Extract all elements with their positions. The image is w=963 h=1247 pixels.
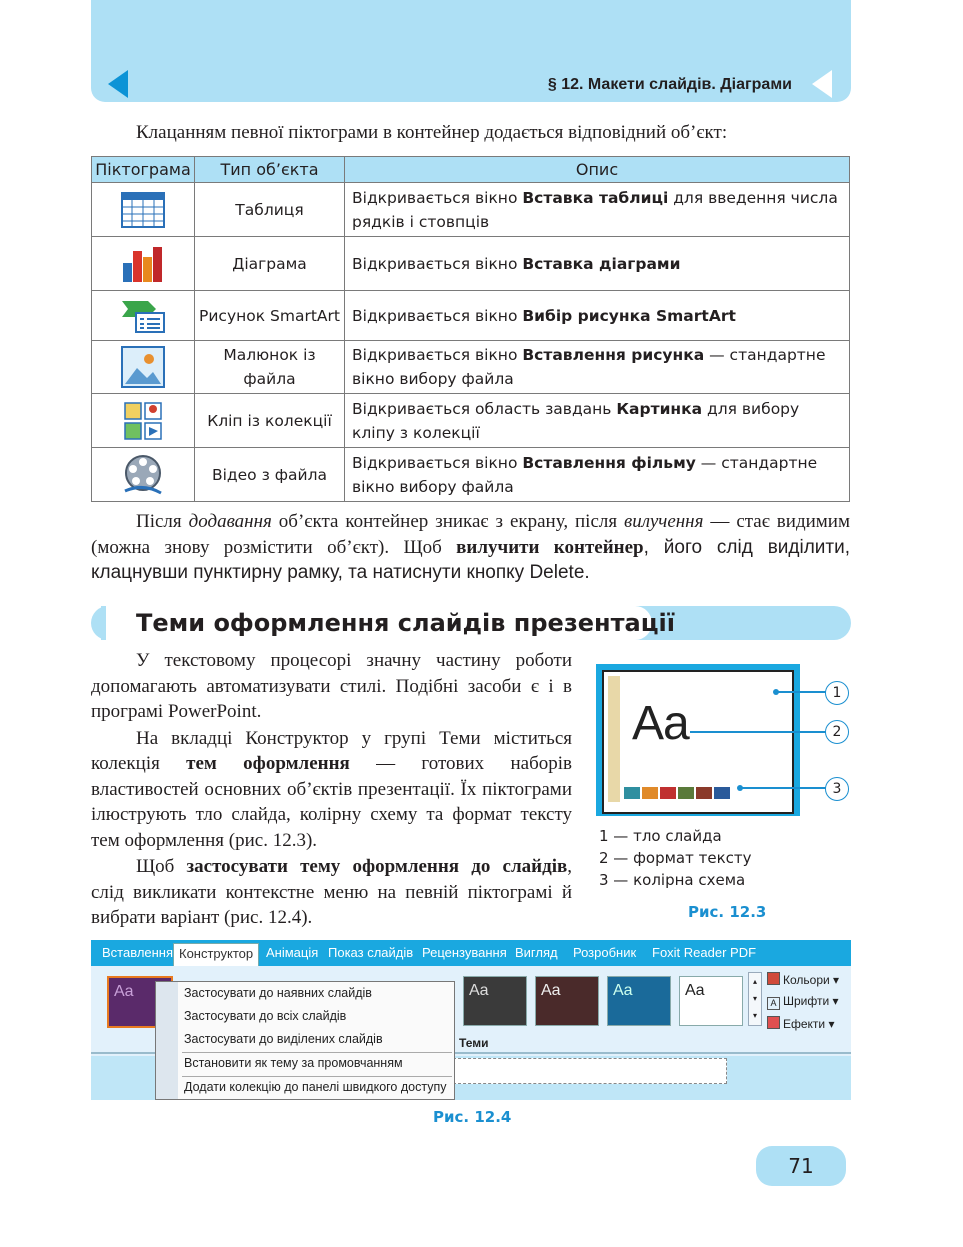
table-cell-icon [92,291,195,341]
page-number: 71 [788,1154,814,1178]
table-cell-desc: Відкривається вікно Вставка таблиці для введення числа рядків і стовпців [345,183,850,237]
menu-separator [182,1076,452,1077]
color-swatch [714,787,730,799]
callout-1: 1 [825,681,849,705]
body-text [91,648,572,931]
theme-thumbnail[interactable]: Aa [679,976,743,1026]
table-header: Піктограма [92,157,195,183]
after-table-paragraph: Після додавання об’єкта контейнер зникає з екрану, після вилучення — стає видимим (можна знову розмістити об’єкт). Щоб вилучити контейнер, його слід виділити, клацнувши пунктирну рамку, та натиснути кнопку Delete. [91,511,851,583]
colors-button[interactable]: Кольори ▾ [767,972,839,987]
theme-thumbnail[interactable]: Aa [463,976,527,1026]
table-header: Тип об’єкта [195,157,345,183]
effects-button[interactable]: Ефекти ▾ [767,1016,835,1031]
figure-caption: Рис. 12.3 [688,903,767,921]
table-cell-type: Кліп із колекції [195,394,345,448]
callout-3: 3 [825,777,849,801]
tab-insert[interactable]: Вставлення [102,945,174,960]
sample-text: Aa [632,697,689,750]
table-cell-desc: Відкривається вікно Вибір рисунка SmartArt [345,291,850,341]
legend-item: 3 — колірна схема [599,871,746,889]
table-cell-type: Відео з файла [195,448,345,502]
callout-line [690,731,826,733]
thumbnail-left-strip [608,676,620,802]
body-paragraph: У текстовому процесорі значну частину роботи допомагають автоматизувати стилі. Подібні засоби є і в програмі PowerPoint. [91,650,572,722]
theme-thumbnail[interactable]: Aa [535,976,599,1026]
colors-icon [767,972,780,985]
object-icons-table [91,156,850,502]
menu-item-apply-matching[interactable]: Застосувати до наявних слайдів [184,986,372,1000]
gallery-scroll[interactable] [748,972,762,1026]
callout-2: 2 [825,720,849,744]
callout-line [740,787,826,789]
table-row [92,341,850,394]
table-row [92,291,850,341]
smartart-icon [120,299,166,333]
video-icon [121,453,165,497]
table-cell-desc: Відкривається вікно Вставлення рисунка — стандартне вікно вибору файла [345,341,850,394]
effects-icon [767,1016,780,1029]
table-cell-type: Діаграма [195,237,345,291]
tab-slideshow[interactable]: Показ слайдів [328,945,414,960]
theme-thumbnail-selected[interactable]: Aa [107,976,173,1028]
intro-text: Клацанням певної піктограми в контейнер додається відповідний об’єкт: [136,122,728,143]
menu-item-set-default[interactable]: Встановити як тему за промовчанням [184,1056,403,1070]
table-row [92,394,850,448]
section-title: § 12. Макети слайдів. Діаграми [547,76,792,93]
menu-gutter [156,982,178,1099]
back-arrow-icon[interactable] [108,70,128,98]
tab-developer[interactable]: Розробник [573,945,637,960]
table-cell-type: Таблиця [195,183,345,237]
tab-view[interactable]: Вигляд [515,945,558,960]
table-header: Опис [345,157,850,183]
table-cell-icon [92,341,195,394]
chart-icon [121,245,165,283]
theme-thumbnail [602,670,794,814]
color-swatch [678,787,694,799]
table-header-row [92,157,850,183]
table-cell-icon [92,448,195,502]
table-cell-icon [92,183,195,237]
picture-icon [121,346,165,388]
legend-item: 1 — тло слайда [599,827,722,845]
menu-item-add-to-toolbar[interactable]: Додати колекцію до панелі швидкого доступу [184,1080,447,1094]
color-swatch [660,787,676,799]
menu-separator [182,1052,452,1053]
fonts-icon: A [767,997,780,1010]
body-paragraph: Щоб застосувати тему оформлення до слайдів, слід викликати контекстне меню на певній піктограмі й вибрати варіант (рис. 12.4). [91,856,572,928]
table-cell-desc: Відкривається вікно Вставлення фільму — стандартне вікно вибору файла [345,448,850,502]
group-label-themes: Теми [459,1036,489,1050]
table-cell-type: Рисунок SmartArt [195,291,345,341]
legend-item: 2 — формат тексту [599,849,752,867]
table-icon [121,192,165,228]
ribbon-screenshot [91,940,851,1100]
tab-foxit[interactable]: Foxit Reader PDF [652,945,757,960]
forward-arrow-icon[interactable] [812,70,832,98]
more-icon[interactable]: ▾ [752,1011,757,1020]
slide-area [453,1058,727,1084]
section-heading: Теми оформлення слайдів презентації [136,609,675,637]
table-row [92,237,850,291]
context-menu [155,981,455,1100]
theme-thumbnail[interactable]: Aa [607,976,671,1026]
menu-item-apply-selected[interactable]: Застосувати до виділених слайдів [184,1032,383,1046]
fonts-button[interactable]: A Шрифти ▾ [767,994,839,1010]
table-cell-desc: Відкривається область завдань Картинка для вибору кліпу з колекції [345,394,850,448]
body-paragraph: На вкладці Конструктор у групі Теми міститься колекція тем оформлення — готових наборів властивостей основних об’єктів презентації. Їх піктограми ілюструють тло слайда, колірну схему та формат тексту тем оформлення (рис. 12.3). [91,727,573,851]
tab-review[interactable]: Рецензування [422,945,507,960]
tab-design[interactable]: Конструктор [173,943,259,966]
table-cell-desc: Відкривається вікно Вставка діаграми [345,237,850,291]
color-swatch [624,787,640,799]
ribbon-tab-bar [91,940,851,966]
menu-item-apply-all[interactable]: Застосувати до всіх слайдів [184,1009,347,1023]
table-cell-icon [92,394,195,448]
color-swatch [696,787,712,799]
theme-thumbnail-figure [596,664,800,816]
scroll-down-icon[interactable]: ▾ [752,994,757,1003]
table-row [92,448,850,502]
table-cell-type: Малюнок із файла [195,341,345,394]
table-cell-icon [92,237,195,291]
figure-caption: Рис. 12.4 [433,1108,512,1126]
tab-animation[interactable]: Анімація [266,945,319,960]
scroll-up-icon[interactable]: ▴ [752,977,757,986]
color-swatch [642,787,658,799]
table-row [92,183,850,237]
clipart-icon [124,402,162,440]
callout-line [776,691,826,693]
